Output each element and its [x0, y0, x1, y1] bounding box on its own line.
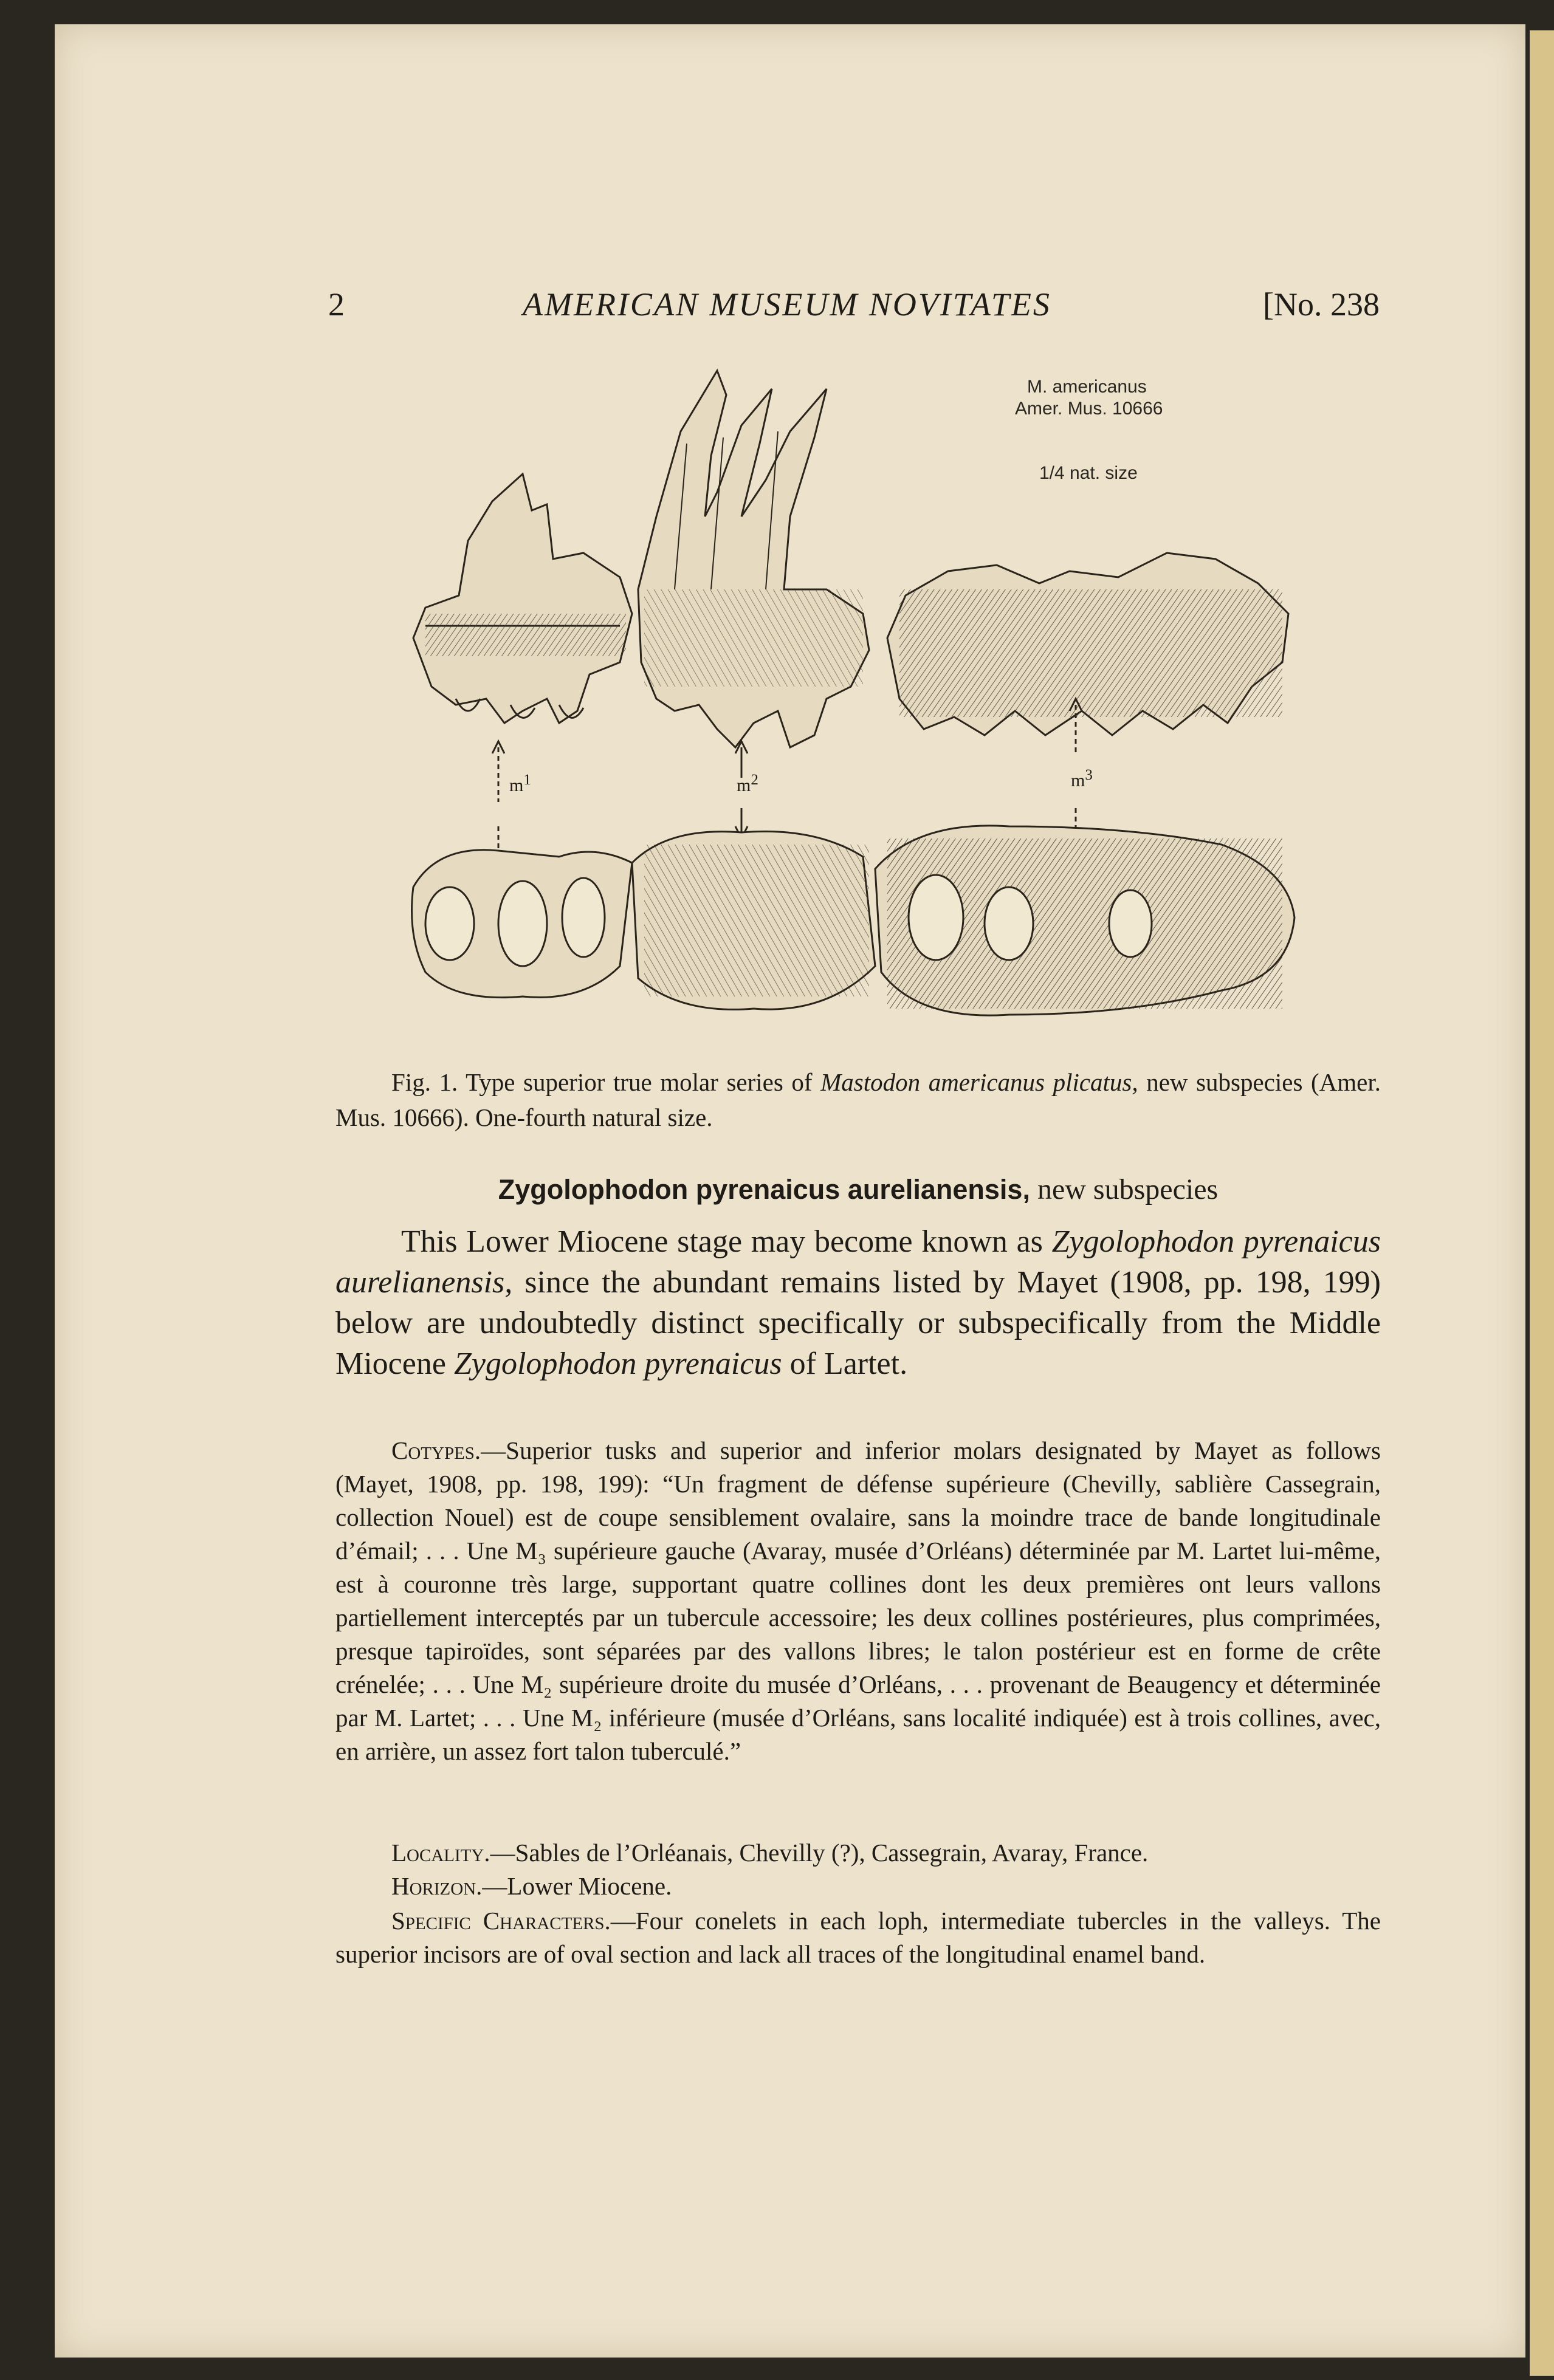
- molar-illustration: [401, 358, 1301, 1057]
- figure-caption: Fig. 1. Type superior true molar series of Mastodon americanus plicatus, new subspecies (Amer. Mus. 10666). One-fourth natural size.: [335, 1068, 1381, 1131]
- issue-number: [No. 238: [1263, 286, 1380, 323]
- label-m3: $m^3$: [1071, 767, 1093, 790]
- journal-title: AMERICAN MUSEUM NOVITATES: [523, 286, 1051, 323]
- next-page-edge: [1530, 30, 1554, 2376]
- m3-lateral-view: [887, 553, 1288, 735]
- cotypes-paragraph: Cotypes.—Superior tusks and superior and inferior molars designated by Mayet as follows (Mayet, 1908, pp. 198, 199): “Un fragment de défense supérieure (Chevilly, sablière Cassegrain, collection Nouel) est de coupe sensiblement ovalaire, sans la moindre trace de bande longitudinale d’émail; . . . Une M₃ supérieure gauche (Avaray, musée d’Orléans) déterminée par M. Lartet lui-même, est à couronne très large, supportant quatre collines dont les deux premières ont leurs vallons partiellement interceptés par un tubercule accessoire; les deux collines postérieures, plus comprimées, presque tapiroïdes, sont séparées par des vallons libres; le talon postérieur est en forme de crête crénelée; . . . Une M₂ supérieure droite du musée d’Orléans, . . . provenant de Beaugency et déterminée par M. Lartet; . . . Une M₂ inférieure (musée d’Orléans, sans localité indiquée) est à trois collines, avec, en arrière, un assez fort talon tuberculé.”: [335, 1436, 1381, 1765]
- section-heading: Zygolophodon pyrenaicus aurelianensis, new subspecies: [498, 1173, 1219, 1205]
- label-m1: $m^1$: [509, 772, 531, 795]
- running-header: [328, 286, 1380, 334]
- specimen-name: M. americanus: [1027, 377, 1147, 397]
- molar-figure: [401, 358, 1301, 1057]
- specific-characters-paragraph: Specific Characters.—Four conelets in each loph, intermediate tubercles in the valleys. The superior incisors are of oval section and lack all traces of the longitudinal enamel band.: [335, 1907, 1381, 1968]
- m1-lateral-view: [413, 474, 632, 723]
- label-m2: $m^2$: [737, 772, 758, 795]
- specimen-catalog: Amer. Mus. 10666: [1015, 399, 1163, 419]
- occlusal-view: [412, 826, 1295, 1015]
- locality-paragraph: Locality.—Sables de l’Orléanais, Chevilly (?), Cassegrain, Avaray, France.: [391, 1839, 1149, 1867]
- m2-lateral-view: [638, 371, 869, 747]
- scale-label: 1/4 nat. size: [1039, 463, 1138, 483]
- horizon-paragraph: Horizon.—Lower Miocene.: [391, 1872, 672, 1900]
- intro-paragraph: This Lower Miocene stage may become known as Zygolophodon pyrenaicus aurelianensis, since the abundant remains listed by Mayet (1908, pp. 198, 199) below are undoubtedly distinct specifically or subspecifically from the Middle Miocene Zygolophodon pyrenaicus of Lartet.: [335, 1224, 1381, 1381]
- page-number: 2: [328, 286, 345, 323]
